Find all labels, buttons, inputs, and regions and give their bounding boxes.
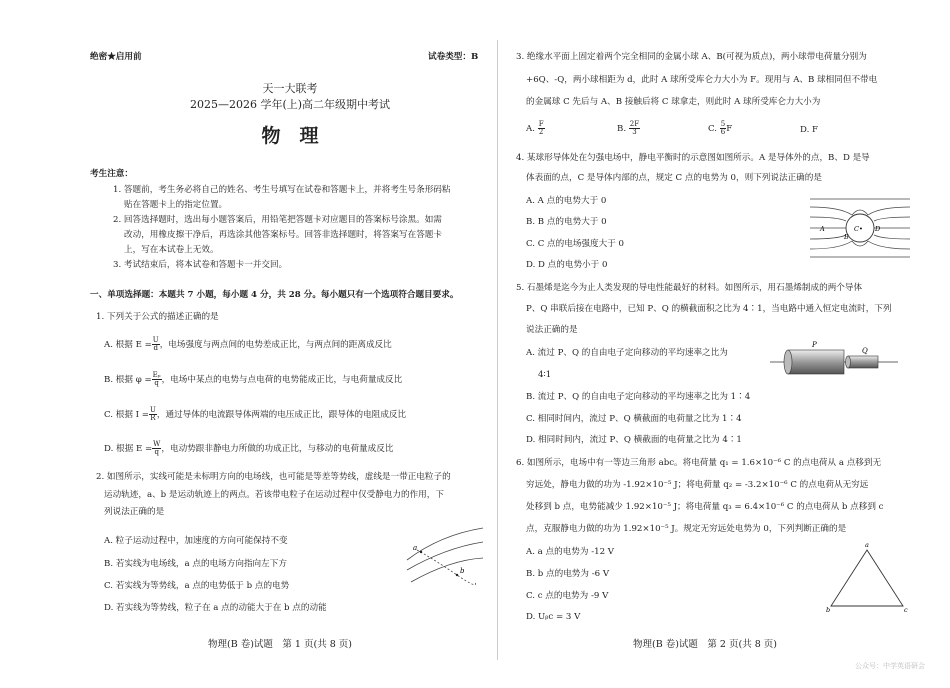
footer-page-2: 物理(B 卷)试题 第 2 页(共 8 页) xyxy=(633,639,777,650)
q5-stem: P、Q 串联后接在电路中，已知 P、Q 的横截面积之比为 4∶1，当电路中通入恒定电流时，下列 xyxy=(526,304,892,314)
q1-option-b: B. 根据 φ = $\frac{\text{Eₚ}}{q}$ ，电场中某点的电势与点电荷的电势能成正比，与电荷量成反比 xyxy=(104,371,403,387)
notice-line: 2. 回答选择题时，选出每小题答案后，用铅笔把答题卡对应题目的答案标号涂黑。如需 xyxy=(113,215,442,225)
q2-option-c: C. 若实线为等势线，a 点的电势低于 b 点的电势 xyxy=(104,581,290,591)
notice-line: 改动，用橡皮擦干净后，再选涂其他答案标号。回答非选择题时，将答案写在答题卡 xyxy=(124,230,442,240)
q1-stem: 1. 下列关于公式的描述正确的是 xyxy=(96,312,219,322)
q6-triangle-figure xyxy=(825,542,910,612)
q2-option-a: A. 粒子运动过程中，加速度的方向可能保持不变 xyxy=(104,536,288,546)
q5-option-a-cont: 4∶1 xyxy=(538,370,552,380)
footer-page-1: 物理(B 卷)试题 第 1 页(共 8 页) xyxy=(208,639,352,650)
q3-option-b: B. $\frac{2F}{3}$ xyxy=(617,120,640,136)
q3-stem: +6Q、-Q，两小球相距为 d，此时 A 球所受库仑力大小为 F。现用与 A、B 球相同但不带电 xyxy=(526,75,878,85)
paper-type: 试卷类型：B xyxy=(428,52,479,62)
q5-option-b: B. 流过 P、Q 的自由电子定向移动的平均速率之比为 1∶4 xyxy=(526,392,751,402)
org-name: 天一大联考 xyxy=(262,82,318,95)
q4-option-d: D. D 点的电势小于 0 xyxy=(526,260,608,270)
page-divider xyxy=(497,40,498,660)
q5-option-d: D. 相同时间内，流过 P、Q 横截面的电荷量之比为 4∶1 xyxy=(526,435,742,445)
q4-option-b: B. B 点的电势大于 0 xyxy=(526,217,607,227)
q4-label-a: A xyxy=(820,225,825,233)
exam-title: 2025—2026 学年(上)高二年级期中考试 xyxy=(189,98,391,111)
q4-option-c: C. C 点的电场强度大于 0 xyxy=(526,239,624,249)
q6-stem: 点，克服静电力做的功为 1.92×10⁻⁵ J。规定无穷远处电势为 0，下列判断正确的是 xyxy=(526,524,847,534)
subject-title: 物 理 xyxy=(261,125,319,147)
notice-title: 考生注意： xyxy=(90,169,133,179)
q4-option-a: A. A 点的电势大于 0 xyxy=(526,196,607,206)
q6-option-c: C. c 点的电势为 -9 V xyxy=(526,591,609,601)
q2-label-b: b xyxy=(460,567,465,575)
q6-stem: 穷远处，静电力做的功为 -1.92×10⁻⁵ J；将电荷量 q₂ = -3.2×10⁻⁶ C 的点电荷从无穷远 xyxy=(526,480,869,490)
q3-option-a: A. $\frac{F}{2}$ xyxy=(526,120,544,136)
q1-option-d: D. 根据 E = $\frac{W}{q}$ ，电动势跟非静电力所做的功成正比，与移动的电荷量成反比 xyxy=(104,440,394,456)
q5-label-q: Q xyxy=(862,347,868,355)
q4-label-d: D xyxy=(875,225,881,233)
q4-label-c: C• xyxy=(854,225,863,233)
q1-option-c: C. 根据 I = $\frac{U}{R}$ ，通过导体的电流跟导体两端的电压成正比，跟导体的电阻成反比 xyxy=(104,406,407,422)
q6-option-a: A. a 点的电势为 -12 V xyxy=(526,547,615,557)
q6-option-b: B. b 点的电势为 -6 V xyxy=(526,569,610,579)
q3-stem: 的金属球 C 先后与 A、B 接触后将 C 球拿走，则此时 A 球所受库仑力大小为 xyxy=(526,97,821,107)
q2-field-lines-figure xyxy=(405,520,485,585)
q2-option-b: B. 若实线为电场线，a 点的电场方向指向左下方 xyxy=(104,559,287,569)
q5-conductors-figure xyxy=(770,340,900,380)
notice-line: 1. 答题前，考生务必将自己的姓名、考生号填写在试卷和答题卡上，并将考生号条形码粘 xyxy=(113,185,451,195)
q5-stem: 说法正确的是 xyxy=(526,325,578,335)
q1-option-a: A. 根据 E = $\frac{U}{d}$ ，电场强度与两点间的电势差成正比，与两点间的距离成反比 xyxy=(104,336,392,352)
notice-line: 上，写在本试卷上无效。 xyxy=(124,245,219,255)
q6-label-a: a xyxy=(865,541,869,549)
q4-conductor-figure xyxy=(810,193,910,263)
q2-stem: 运动轨迹，a、b 是运动轨迹上的两点。若该带电粒子在运动过程中仅受静电力的作用，下 xyxy=(104,490,444,500)
q4-stem: 体表面的点，C 是导体内部的点，规定 C 点的电势为 0，则下列说法正确的是 xyxy=(526,173,822,183)
q5-stem: 5. 石墨烯是迄今为止人类发现的导电性能最好的材料。如图所示，用石墨烯制成的两个导体 xyxy=(516,283,863,293)
q2-stem: 列说法正确的是 xyxy=(104,507,165,517)
q2-option-d: D. 若实线为等势线，粒子在 a 点的动能大于在 b 点的动能 xyxy=(104,603,327,613)
q3-option-c: C. $\frac{5}{6}$ F xyxy=(708,120,733,136)
q6-stem: 6. 如图所示，电场中有一等边三角形 abc。将电荷量 q₁ = 1.6×10⁻⁶ C 的点电荷从 a 点移到无 xyxy=(516,458,882,468)
watermark: 公众号：中学英语研会 xyxy=(855,662,925,670)
notice-line: 3. 考试结束后，将本试卷和答题卡一并交回。 xyxy=(113,260,288,270)
q2-stem: 2. 如图所示，实线可能是未标明方向的电场线，也可能是等差等势线，虚线是一带正电粒子的 xyxy=(96,472,451,482)
q5-label-p: P xyxy=(812,341,817,349)
q6-label-b: b xyxy=(826,606,831,614)
notice-line: 贴在答题卡上的指定位置。 xyxy=(124,200,228,210)
secret-mark: 绝密★启用前 xyxy=(90,52,142,62)
section-heading: 一、单项选择题：本题共 7 小题，每小题 4 分，共 28 分。每小题只有一个选项符合题目要求。 xyxy=(90,290,459,300)
q6-option-d: D. Uᵦc = 3 V xyxy=(526,612,581,622)
q4-stem: 4. 某球形导体处在匀强电场中，静电平衡时的示意图如图所示。A 是导体外的点，B、D 是导 xyxy=(516,153,870,163)
q5-option-a: A. 流过 P、Q 的自由电子定向移动的平均速率之比为 xyxy=(526,348,728,358)
q6-label-c: c xyxy=(904,606,908,614)
q3-stem: 3. 绝缘水平面上固定着两个完全相同的金属小球 A、B(可视为质点)，两小球带电荷量分别为 xyxy=(516,52,867,62)
q3-option-d: D. F xyxy=(800,125,819,135)
q4-label-b: B xyxy=(844,233,849,241)
q2-label-a: a xyxy=(413,544,418,552)
q5-option-c: C. 相同时间内，流过 P、Q 横截面的电荷量之比为 1∶4 xyxy=(526,414,742,424)
q6-stem: 处移到 b 点，电势能减少 1.92×10⁻⁵ J；将电荷量 q₃ = 6.4×10⁻⁶ C 的点电荷从 b 点移到 c xyxy=(526,502,884,512)
